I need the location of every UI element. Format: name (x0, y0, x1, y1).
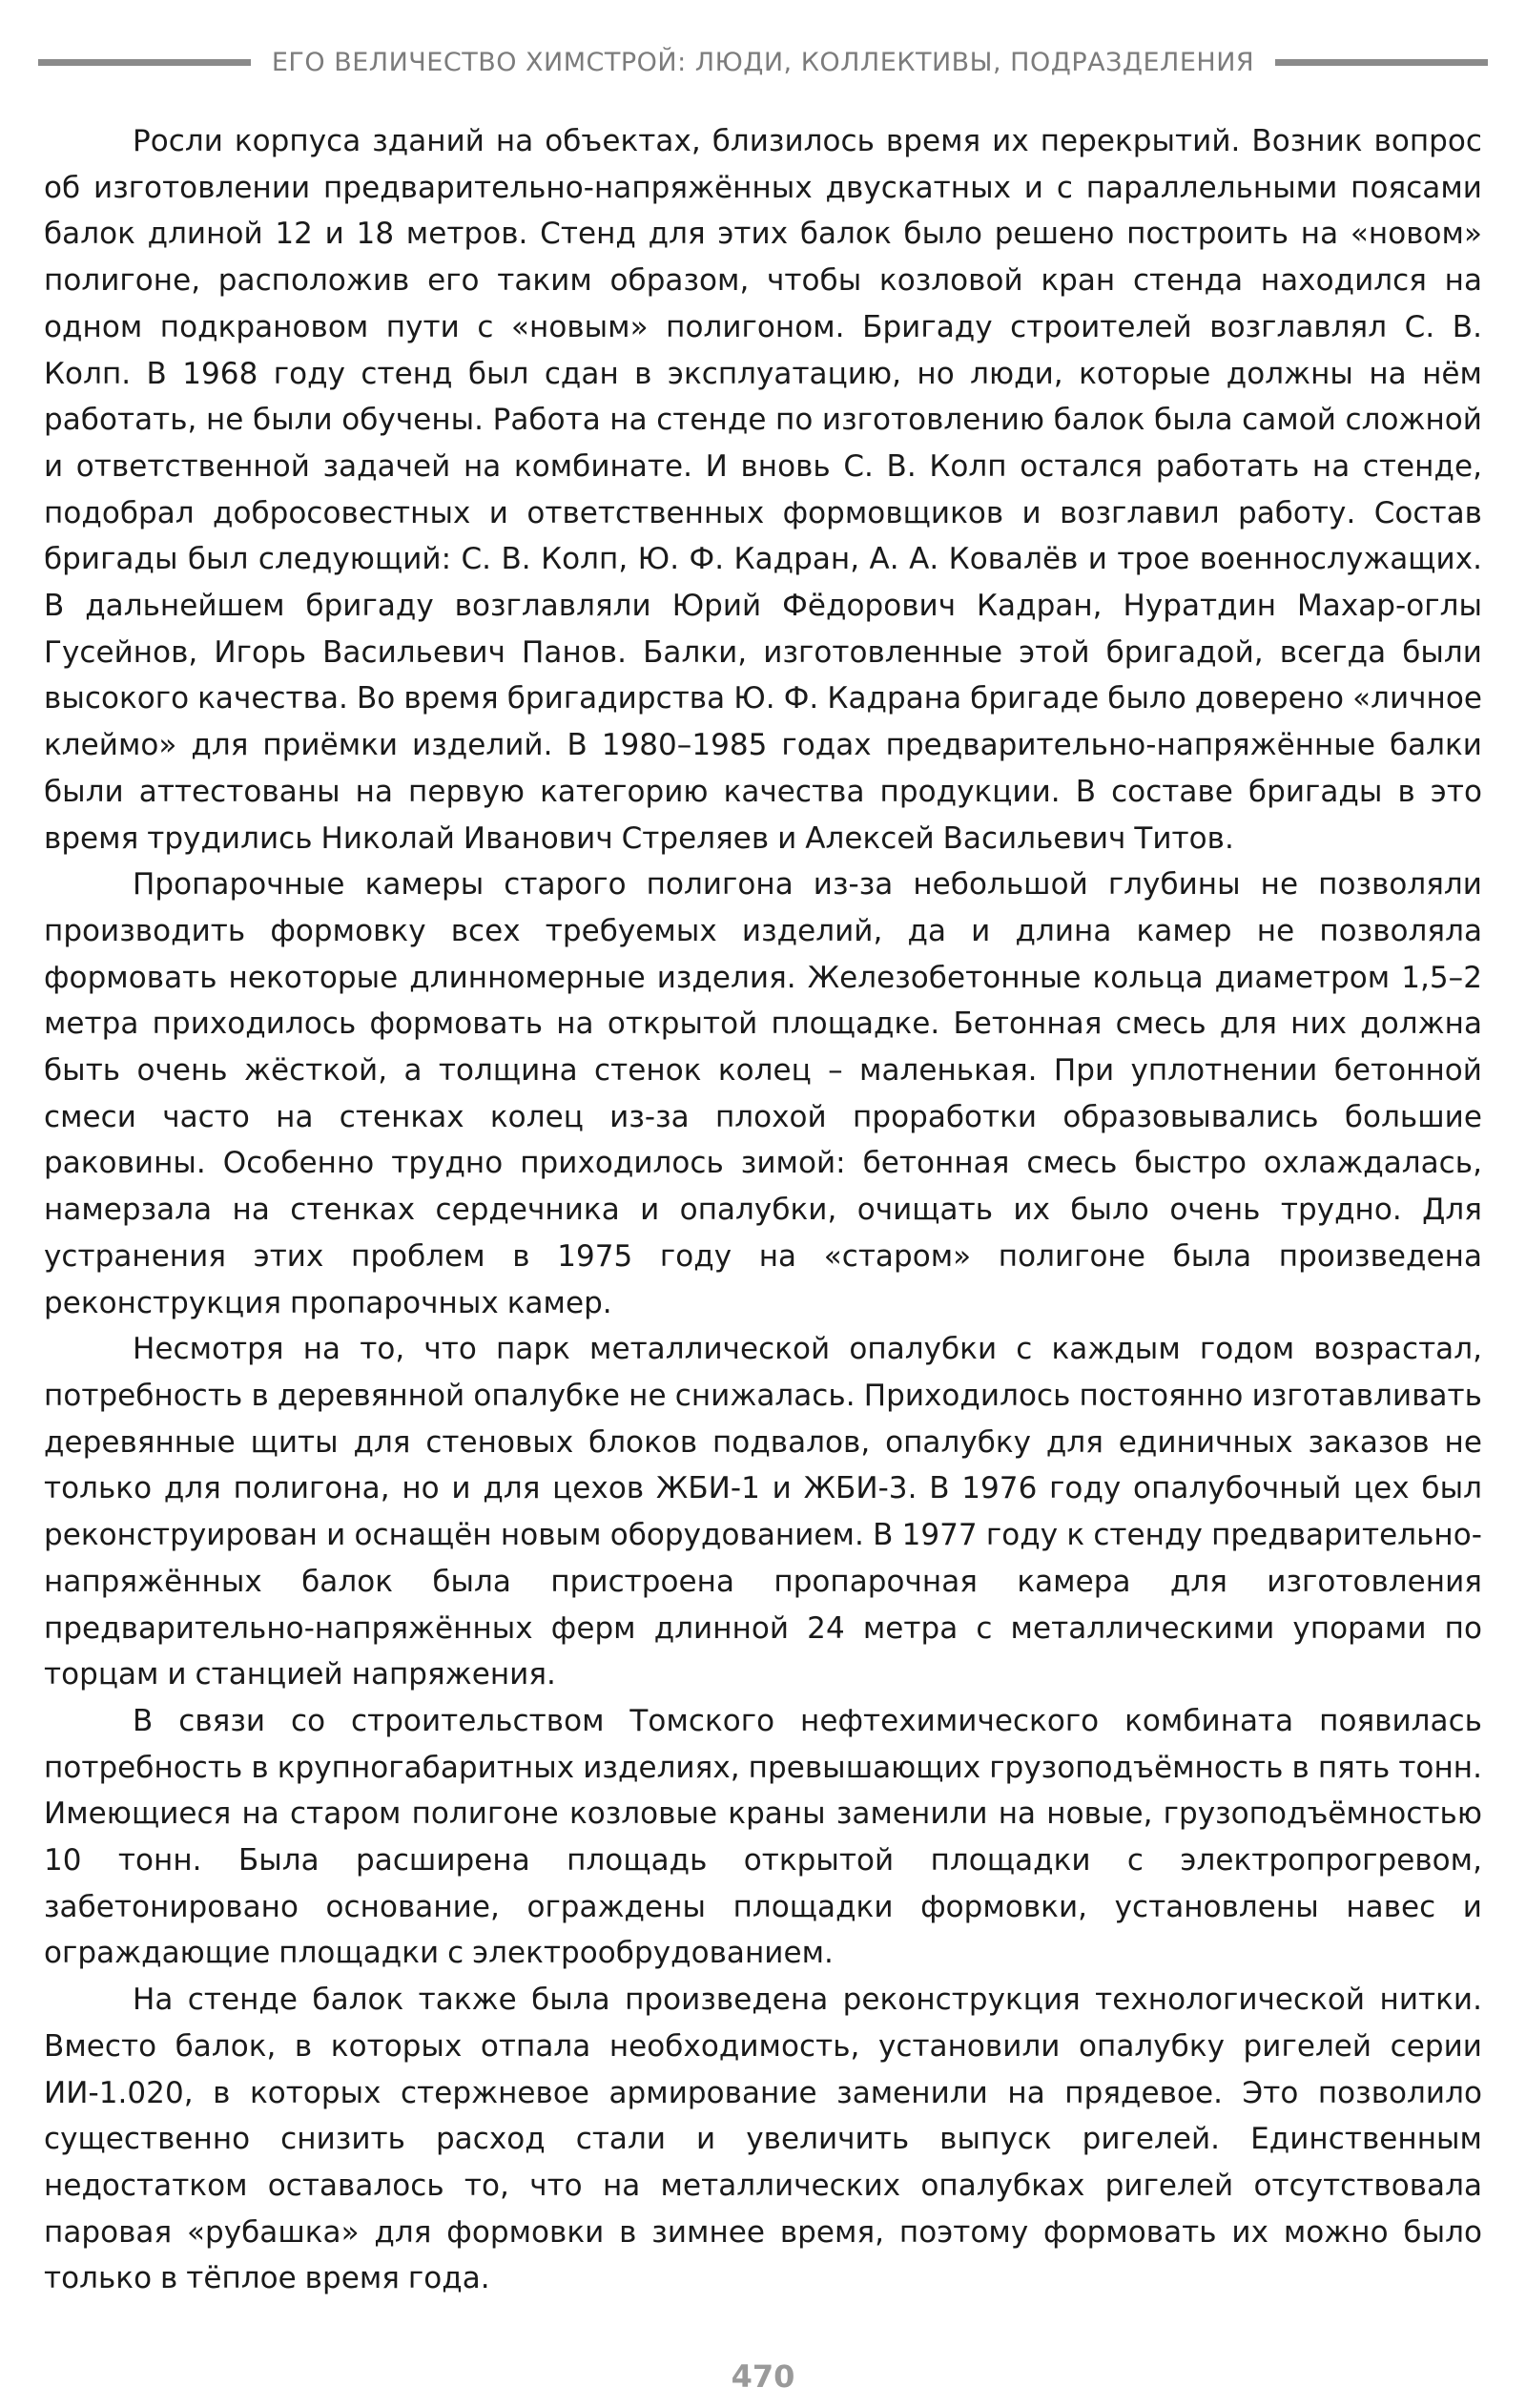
running-header (38, 38, 1488, 86)
running-header-title: ЕГО ВЕЛИЧЕСТВО ХИМСТРОЙ: ЛЮДИ, КОЛЛЕКТИВЫ, ПОДРАЗДЕЛЕНИЯ (271, 47, 1255, 77)
body-text (44, 118, 1482, 2302)
header-rule-right (1275, 59, 1488, 66)
page-number: 470 (731, 2358, 795, 2395)
paragraph-2: Пропарочные камеры старого полигона из-за небольшой глубины не позволяли производить формовку всех требуемых изделий, да и длина камер не позволяла формовать некоторые длинномерные изделия. Железобетонные кольца диаметром 1,5–2 метра приходилось формовать на открытой площадке. Бетонная смесь для них должна быть очень жёсткой, а толщина стенок колец – маленькая. При уплотнении бетонной смеси часто на стенках колец из-за плохой проработки образовывались большие раковины. Особенно трудно приходилось зимой: бетонная смесь быстро охлаждалась, намерзала на стенках сердечника и опалубки, очищать их было очень трудно. Для устранения этих проблем в 1975 году на «старом» полигоне была произведена реконструкция пропарочных камер. (44, 867, 1482, 1320)
paragraph-5: На стенде балок также была произведена реконструкция технологической нитки. Вместо балок, в которых отпала необходимость, установили опалубку ригелей серии ИИ-1.020, в которых стержневое армирование заменили на прядевое. Это позволило существенно снизить расход стали и увеличить выпуск ригелей. Единственным недостатком оставалось то, что на металлических опалубках ригелей отсутствовала паровая «рубашка» для формовки в зимнее время, поэтому формовать их можно было только в тёплое время года. (44, 1982, 1482, 2296)
paragraph-1: Росли корпуса зданий на объектах, близилось время их перекрытий. Возник вопрос об изготовлении предварительно-напряжённых двускатных и с параллельными поясами балок длиной 12 и 18 метров. Стенд для этих балок было решено построить на «новом» полигоне, расположив его таким образом, чтобы козловой кран стенда находился на одном подкрановом пути с «новым» полигоном. Бригаду строителей возглавлял С. В. Колп. В 1968 году стенд был сдан в эксплуатацию, но люди, которые должны на нём работать, не были обучены. Работа на стенде по изготовлению балок была самой сложной и ответственной задачей на комбинате. И вновь С. В. Колп остался работать на стенде, подобрал добросовестных и ответственных формовщиков и возглавил работу. Состав бригады был следующий: С. В. Колп, Ю. Ф. Кадран, А. А. Ковалёв и трое военнослужащих. В дальнейшем бригаду возглавляли Юрий Фёдорович Кадран, Нуратдин Махар-оглы Гусейнов, Игорь Васильевич Панов. Балки, изготовленные этой бригадой, всегда были высокого качества. Во время бригадирства Ю. Ф. Кадрана бригаде было доверено «личное клеймо» для приёмки изделий. В 1980–1985 годах предварительно-напряжённые балки были аттестованы на первую категорию качества продукции. В составе бригады в это время трудились Николай Иванович Стреляев и Алексей Васильевич Титов. (44, 124, 1482, 856)
paragraph-4: В связи со строительством Томского нефтехимического комбината появилась потребность в крупногабаритных изделиях, превышающих грузоподъёмность в пять тонн. Имеющиеся на старом полигоне козловые краны заменили на новые, грузоподъёмностью 10 тонн. Была расширена площадь открытой площадки с электропрогревом, забетонировано основание, ограждены площадки формовки, установлены навес и ограждающие площадки с электрообрудованием. (44, 1703, 1482, 1971)
header-rule-left (38, 59, 251, 66)
paragraph-3: Несмотря на то, что парк металлической опалубки с каждым годом возрастал, потребность в деревянной опалубке не снижалась. Приходилось постоянно изготавливать деревянные щиты для стеновых блоков подвалов, опалубку для единичных заказов не только для полигона, но и для цехов ЖБИ-1 и ЖБИ-3. В 1976 году опалубочный цех был реконструирован и оснащён новым оборудованием. В 1977 году к стенду предварительно-напряжённых балок была пристроена пропарочная камера для изготовления предварительно-напряжённых ферм длинной 24 метра с металлическими упорами по торцам и станцией напряжения. (44, 1332, 1482, 1692)
